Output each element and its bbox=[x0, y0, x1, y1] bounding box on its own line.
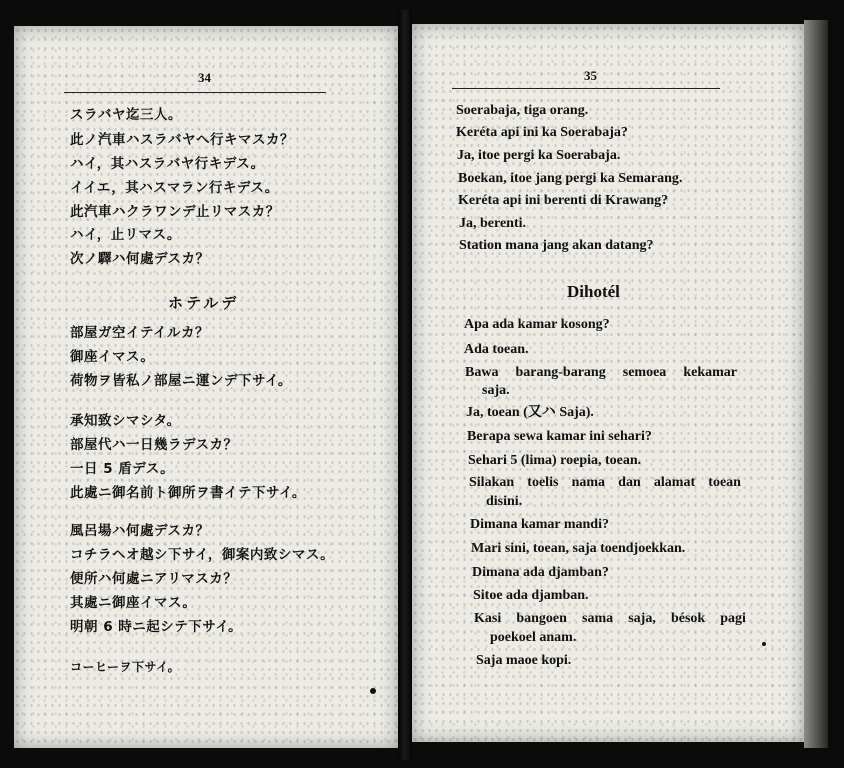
jp-line: 明朝 6 時ニ起シテ下サイ。 bbox=[70, 619, 243, 635]
latin-line: Ada toean. bbox=[464, 342, 529, 357]
latin-line: Station mana jang akan datang? bbox=[459, 238, 654, 253]
word: Kasi bbox=[474, 611, 502, 626]
jp-line: コチラヘオ越シ下サイ，御案内致シマス。 bbox=[70, 547, 335, 563]
jp-line: 荷物ヲ皆私ノ部屋ニ運ンデ下サイ。 bbox=[70, 373, 292, 389]
latin-line: Soerabaja, tiga orang. bbox=[456, 103, 589, 118]
jp-line: 此ノ汽車ハスラバヤへ行キマスカ？ bbox=[70, 132, 294, 148]
latin-line-continuation: saja. bbox=[482, 383, 510, 398]
word: Bawa bbox=[465, 365, 499, 380]
latin-line-justified bbox=[465, 364, 737, 382]
latin-line: Keréta api ini ka Soerabaja? bbox=[456, 125, 628, 140]
jp-line: スラバヤ迄三人。 bbox=[70, 107, 182, 123]
page-number-right: 35 bbox=[584, 68, 597, 83]
jp-line: 御座イマス。 bbox=[70, 349, 155, 365]
latin-line: Mari sini, toean, saja toendjoekkan. bbox=[471, 541, 686, 556]
section-heading-latin: Dihotél bbox=[567, 282, 620, 301]
jp-line: 此處ニ御名前ト御所ヲ書イテ下サイ。 bbox=[70, 485, 306, 501]
jp-line: ハイ，其ハスラバヤ行キデス。 bbox=[70, 156, 265, 172]
word: barang-barang bbox=[515, 365, 606, 380]
word: bésok bbox=[670, 611, 706, 626]
latin-line-continuation: disini. bbox=[486, 494, 523, 509]
latin-line: Saja maoe kopi. bbox=[476, 653, 572, 668]
page-edges bbox=[804, 20, 828, 748]
page-number-left: 34 bbox=[198, 70, 211, 85]
jp-line: 一日 5 盾デス。 bbox=[70, 461, 175, 477]
jp-line: イイエ，其ハスマラン行キデス。 bbox=[70, 180, 279, 196]
jp-line: 承知致シマシタ。 bbox=[70, 413, 181, 429]
latin-line: Keréta api ini berenti di Krawang? bbox=[458, 193, 669, 208]
latin-line-continuation: poekoel anam. bbox=[490, 630, 577, 645]
latin-line: Ja, toean (又ハ Saja). bbox=[466, 405, 594, 420]
latin-line: Apa ada kamar kosong? bbox=[464, 317, 610, 332]
latin-line: Dimana kamar mandi? bbox=[470, 517, 609, 532]
header-rule-right bbox=[452, 88, 720, 89]
word: semoea bbox=[622, 365, 667, 380]
latin-line-justified bbox=[469, 474, 741, 492]
jp-line: コーヒーヲ下サイ。 bbox=[70, 660, 181, 674]
ink-blot bbox=[370, 688, 376, 694]
latin-line-justified bbox=[474, 610, 746, 628]
jp-line: 次ノ驛ハ何處デスカ？ bbox=[70, 251, 210, 267]
word: nama bbox=[571, 475, 606, 490]
jp-line: 此汽車ハクラワンデ止リマスカ？ bbox=[70, 204, 280, 220]
word: bangoen bbox=[516, 611, 567, 626]
latin-line: Sehari 5 (lima) roepia, toean. bbox=[468, 453, 642, 468]
book-gutter bbox=[398, 10, 412, 760]
jp-line: ハイ，止リマス。 bbox=[70, 227, 181, 243]
jp-line: 便所ハ何處ニアリマスカ？ bbox=[70, 571, 238, 587]
ink-speck bbox=[762, 642, 766, 646]
section-heading-jp: ホテルデ bbox=[168, 294, 240, 312]
latin-line: Boekan, itoe jang pergi ka Semarang. bbox=[458, 171, 683, 186]
header-rule-left bbox=[64, 92, 326, 93]
word: kekamar bbox=[683, 365, 737, 380]
latin-line: Berapa sewa kamar ini sehari? bbox=[467, 429, 652, 444]
jp-line: 風呂場ハ何處デスカ？ bbox=[70, 523, 210, 539]
jp-line: 部屋代ハ一日幾ラデスカ？ bbox=[70, 437, 238, 453]
word: saja, bbox=[628, 611, 656, 626]
latin-line: Ja, itoe pergi ka Soerabaja. bbox=[457, 148, 621, 163]
word: Silakan bbox=[469, 475, 515, 490]
right-page bbox=[412, 24, 804, 742]
word: toean bbox=[708, 475, 741, 490]
latin-line: Ja, berenti. bbox=[459, 216, 527, 231]
jp-line: 其處ニ御座イマス。 bbox=[70, 595, 197, 611]
word: sama bbox=[582, 611, 614, 626]
left-page bbox=[14, 26, 398, 748]
jp-line: 部屋ガ空イテイルカ？ bbox=[70, 325, 210, 341]
latin-line: Dimana ada djamban? bbox=[472, 565, 609, 580]
word: pagi bbox=[720, 611, 746, 626]
latin-line: Sitoe ada djamban. bbox=[473, 588, 589, 603]
word: alamat bbox=[653, 475, 696, 490]
word: toelis bbox=[527, 475, 559, 490]
word: dan bbox=[618, 475, 641, 490]
